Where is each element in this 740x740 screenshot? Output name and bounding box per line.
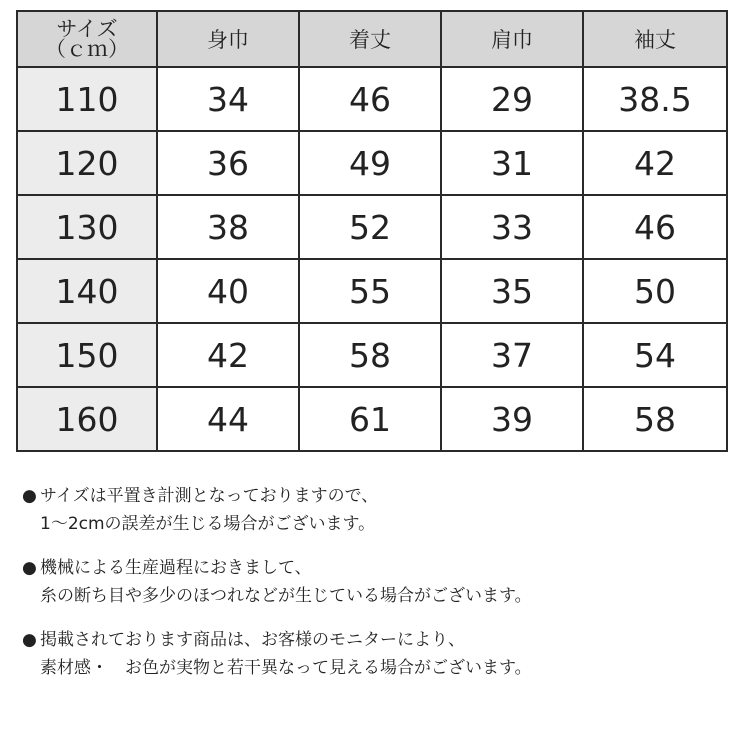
header-length: 着丈 bbox=[299, 11, 441, 67]
bullet-icon: ● bbox=[22, 630, 37, 650]
size-cell: 110 bbox=[17, 67, 157, 131]
note-text: 掲載されております商品は、お客様のモニターにより、 bbox=[40, 630, 465, 650]
header-shoulder-width: 肩巾 bbox=[441, 11, 583, 67]
value-cell: 40 bbox=[157, 259, 299, 323]
size-cell: 150 bbox=[17, 323, 157, 387]
value-cell: 58 bbox=[299, 323, 441, 387]
value-cell: 52 bbox=[299, 195, 441, 259]
note-text: 糸の断ち目や多少のほつれなどが生じている場合がございます。 bbox=[40, 586, 532, 606]
note-text: 機械による生産過程におきまして、 bbox=[40, 558, 312, 578]
value-cell: 36 bbox=[157, 131, 299, 195]
note-color bbox=[22, 626, 722, 682]
value-cell: 38.5 bbox=[583, 67, 727, 131]
unit-header-label: （ｃｍ） bbox=[45, 37, 129, 61]
size-unit-header bbox=[17, 11, 157, 67]
size-cell: 120 bbox=[17, 131, 157, 195]
note-line bbox=[22, 626, 722, 654]
size-cell: 130 bbox=[17, 195, 157, 259]
value-cell: 35 bbox=[441, 259, 583, 323]
value-cell: 61 bbox=[299, 387, 441, 451]
value-cell: 46 bbox=[299, 67, 441, 131]
value-cell: 29 bbox=[441, 67, 583, 131]
value-cell: 46 bbox=[583, 195, 727, 259]
header-body-width: 身巾 bbox=[157, 11, 299, 67]
note-production bbox=[22, 554, 722, 610]
bullet-icon: ● bbox=[22, 558, 37, 578]
value-cell: 38 bbox=[157, 195, 299, 259]
note-text: サイズは平置き計測となっておりますので、 bbox=[40, 486, 379, 506]
value-cell: 31 bbox=[441, 131, 583, 195]
notes-section bbox=[22, 482, 722, 698]
table-row bbox=[17, 323, 727, 387]
table-row bbox=[17, 131, 727, 195]
value-cell: 33 bbox=[441, 195, 583, 259]
note-line bbox=[22, 482, 722, 510]
value-cell: 58 bbox=[583, 387, 727, 451]
value-cell: 54 bbox=[583, 323, 727, 387]
header-row bbox=[17, 11, 727, 67]
value-cell: 42 bbox=[157, 323, 299, 387]
value-cell: 37 bbox=[441, 323, 583, 387]
value-cell: 49 bbox=[299, 131, 441, 195]
table-row bbox=[17, 259, 727, 323]
note-text: 素材感・ お色が実物と若干異なって見える場合がございます。 bbox=[40, 658, 532, 678]
table-row bbox=[17, 67, 727, 131]
size-cell: 140 bbox=[17, 259, 157, 323]
value-cell: 42 bbox=[583, 131, 727, 195]
note-measurement bbox=[22, 482, 722, 538]
bullet-icon: ● bbox=[22, 486, 37, 506]
value-cell: 39 bbox=[441, 387, 583, 451]
note-line bbox=[22, 554, 722, 582]
table-row bbox=[17, 387, 727, 451]
value-cell: 55 bbox=[299, 259, 441, 323]
size-cell: 160 bbox=[17, 387, 157, 451]
header-sleeve-length: 袖丈 bbox=[583, 11, 727, 67]
size-table bbox=[16, 10, 728, 452]
value-cell: 34 bbox=[157, 67, 299, 131]
value-cell: 44 bbox=[157, 387, 299, 451]
value-cell: 50 bbox=[583, 259, 727, 323]
table-row bbox=[17, 195, 727, 259]
note-text: 1〜2cmの誤差が生じる場合がございます。 bbox=[40, 514, 376, 534]
size-header-label: サイズ bbox=[56, 17, 118, 41]
